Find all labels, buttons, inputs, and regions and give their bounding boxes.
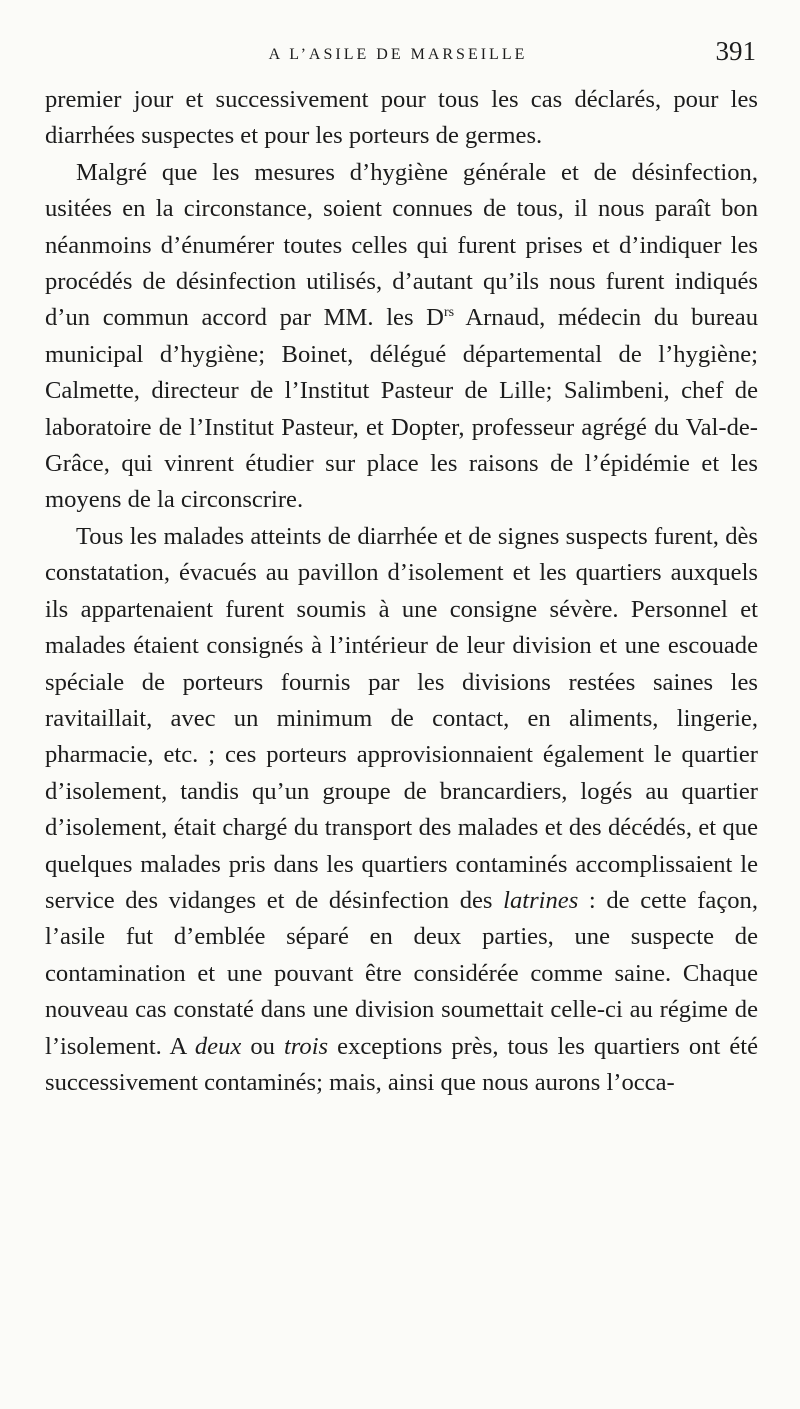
running-title: A L’ASILE DE MARSEILLE: [268, 46, 528, 63]
paragraph-isolation-procedures: [45, 519, 758, 1102]
running-head: [40, 36, 756, 70]
text-segment: ou: [241, 1032, 284, 1060]
superscript-abbreviation: rs: [443, 305, 455, 321]
paragraph-disinfection-measures: [45, 155, 758, 519]
text-segment: : de cette façon, l’asile fut d’emblée séparé en deux parties, une suspecte de contamination et une pouvant être considérée comme saine. Chaque nouveau cas constaté dans une division soumettait celle-ci au régime de l’isolement. A: [45, 886, 759, 1060]
body-text: [45, 82, 758, 1101]
text-segment: premier jour et successivement pour tous les cas déclarés, pour les diarrhées suspectes et pour les porteurs de germes.: [45, 86, 758, 150]
text-segment: Tous les malades atteints de diarrhée et de signes suspects furent, dès constatation, évacués au pavillon d’isolement et les quartiers auxquels ils appartenaient furent soumis à une consigne sévère. Personnel et malades étaient consignés à l’intérieur de leur division et une escouade spéciale de porteurs fournis par les divisions restées saines les ravitaillait, avec un minimum de contact, en aliments, lingerie, pharmacie, etc. ; ces porteurs approvisionnaient également le quartier d’isolement, tandis qu’un groupe de brancardiers, logés au quartier d’isolement, était chargé du transport des malades et des décédés, et que quelques malades pris dans les quartiers contaminés accomplissaient le service des vidanges et de désinfection des: [45, 522, 758, 914]
italic-term: latrines: [503, 886, 579, 914]
paragraph-continuation: [45, 82, 758, 155]
italic-term: deux: [194, 1032, 242, 1060]
text-segment: exceptions près, tous les quartiers ont été successivement contaminés; mais, ainsi que nous aurons l’occa-: [45, 1032, 758, 1096]
text-segment: Malgré que les mesures d’hygiène générale et de désinfection, usitées en la circonstance, soient connues de tous, il nous paraît bon néanmoins d’énumérer toutes celles qui furent prises et d’indiquer les procédés de désinfection utilisés, d’autant qu’ils nous furent indiqués d’un commun accord par MM. les D: [45, 158, 758, 332]
italic-term: trois: [283, 1032, 329, 1060]
text-segment: Arnaud, médecin du bureau municipal d’hygiène; Boinet, délégué départemental de l’hygiène; Calmette, directeur de l’Institut Pasteur de Lille; Salimbeni, chef de laboratoire de l’Institut Pasteur, et Dopter, professeur agrégé du Val-de-Grâce, qui vinrent étudier sur place les raisons de l’épidémie et les moyens de la circonscrire.: [45, 304, 759, 514]
page-number: 391: [715, 36, 756, 66]
